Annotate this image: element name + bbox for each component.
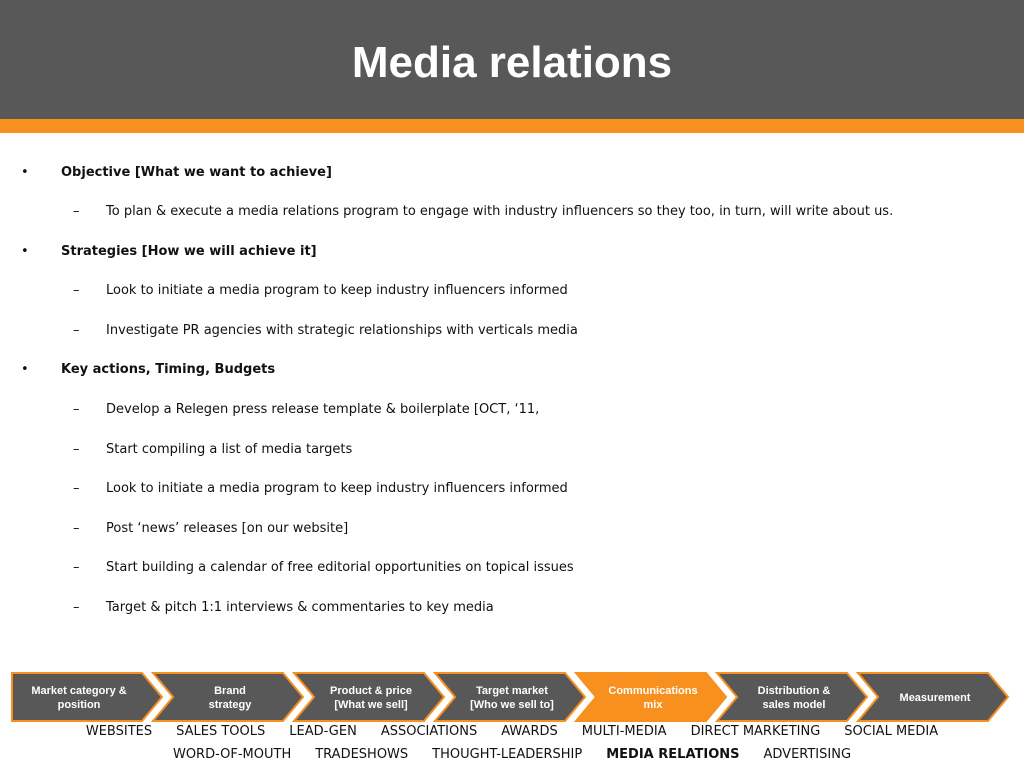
process-step — [12, 673, 162, 721]
process-step — [153, 673, 303, 721]
tag-label: MEDIA RELATIONS — [606, 747, 740, 762]
dash-marker: – — [73, 323, 80, 338]
process-step-label: Target market — [476, 685, 548, 697]
process-step-shape — [153, 673, 303, 721]
process-step — [435, 673, 585, 721]
section-heading: Objective [What we want to achieve] — [61, 165, 332, 180]
tag-label: LEAD-GEN — [289, 724, 357, 739]
process-step-label: Brand — [214, 685, 246, 697]
list-item: Post ‘news’ releases [on our website] — [106, 521, 349, 536]
process-step-label: mix — [643, 699, 663, 711]
bullet-marker: • — [21, 362, 29, 377]
process-step-label: sales model — [762, 699, 826, 711]
list-item: Target & pitch 1:1 interviews & commentaries to key media — [106, 600, 494, 615]
tag-label: WORD-OF-MOUTH — [172, 747, 292, 762]
dash-marker: – — [73, 600, 80, 615]
section-heading: Key actions, Timing, Budgets — [61, 362, 276, 377]
page-title: Media relations — [351, 38, 673, 87]
dash-marker: – — [73, 204, 80, 219]
dash-marker: – — [73, 283, 80, 298]
list-item: Start compiling a list of media targets — [106, 442, 353, 457]
tag-label: TRADESHOWS — [315, 747, 409, 762]
dash-marker: – — [73, 481, 80, 496]
process-step-label: Distribution & — [757, 685, 831, 697]
dash-marker: – — [73, 521, 80, 536]
process-step-shape — [576, 673, 726, 721]
process-step — [717, 673, 867, 721]
list-item: Develop a Relegen press release template & boilerplate [OCT, ‘11, — [106, 402, 540, 417]
process-step-shape — [435, 673, 585, 721]
tag-label: THOUGHT-LEADERSHIP — [432, 747, 583, 762]
process-step-label: [What we sell] — [334, 699, 408, 711]
tag-label: WEBSITES — [85, 724, 153, 739]
process-step-shape — [294, 673, 444, 721]
process-step-label: Communications — [608, 685, 698, 697]
list-item: Look to initiate a media program to keep industry influencers informed — [106, 283, 568, 298]
dash-marker: – — [73, 442, 80, 457]
tag-label: ASSOCIATIONS — [380, 724, 478, 739]
dash-marker: – — [73, 402, 80, 417]
list-item: Look to initiate a media program to keep industry influencers informed — [106, 481, 568, 496]
tag-label: AWARDS — [501, 724, 558, 739]
tag-label: SOCIAL MEDIA — [844, 724, 939, 739]
list-item: Start building a calendar of free editorial opportunities on topical issues — [106, 560, 574, 575]
tag-row-2 — [0, 747, 1024, 762]
tag-label: SALES TOOLS — [176, 724, 266, 739]
process-step-label: Measurement — [899, 692, 971, 704]
tag-label: DIRECT MARKETING — [690, 724, 821, 739]
process-step-label: [Who we sell to] — [470, 699, 554, 711]
bullet-marker: • — [21, 165, 29, 180]
tag-row-1 — [0, 724, 1024, 739]
list-item: Investigate PR agencies with strategic relationships with verticals media — [106, 323, 578, 338]
process-step-label: strategy — [208, 699, 252, 711]
header-accent-stripe — [0, 119, 1024, 133]
process-step — [858, 673, 1008, 721]
process-step — [576, 673, 726, 721]
bullet-marker: • — [21, 244, 29, 259]
tag-label: ADVERTISING — [763, 747, 852, 762]
section-heading: Strategies [How we will achieve it] — [61, 244, 317, 259]
process-step-shape — [717, 673, 867, 721]
dash-marker: – — [73, 560, 80, 575]
process-step-label: position — [57, 699, 101, 711]
list-item: To plan & execute a media relations program to engage with industry influencers so they too, in turn, will write about us. — [106, 204, 894, 219]
process-step-label: Market category & — [31, 685, 127, 697]
process-flow — [0, 672, 1024, 722]
process-step — [294, 673, 444, 721]
process-step-label: Product & price — [330, 685, 412, 697]
process-flow-svg — [0, 672, 1024, 722]
process-step-shape — [12, 673, 162, 721]
tag-label: MULTI-MEDIA — [581, 724, 667, 739]
